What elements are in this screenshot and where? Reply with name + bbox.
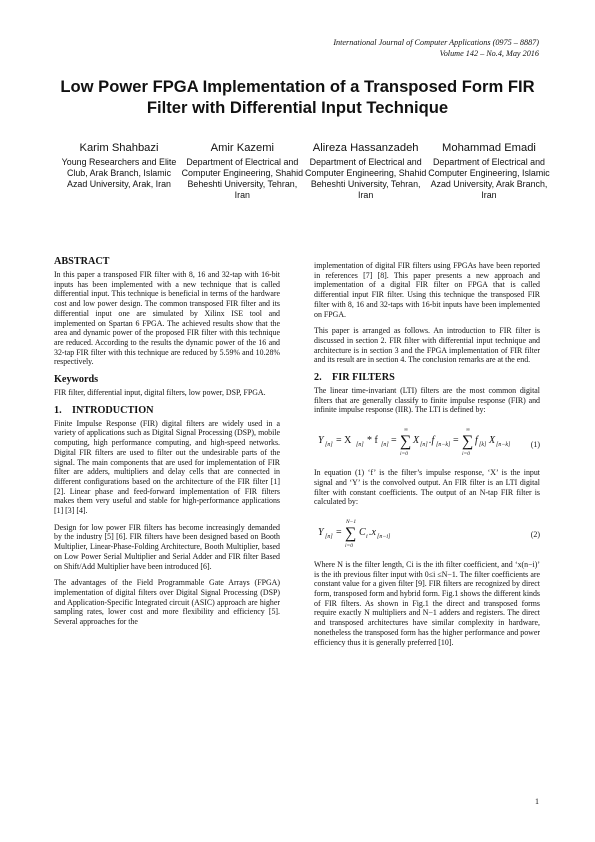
- fir-paragraph-3: Where N is the filter length, Ci is the ith filter coefficient, and ‘x(n−i)’ is the ith previous filter input with 0≤i ≤N−1. The filter coefficients are constant value for a given filter [9]. FIR filters are recognized by direct form, transposed form and hybrid form. Fig.1 shows the different kinds of FIR filters. As shown in Fig.1 the direct and transposed forms require exactly N multipliers and N−1 adders and registers. The direct and transposed architectures have similar complexity in hardware, nonetheless the transposed form has the higher performance and power efficiency thus it is generally preferred [10].: [314, 559, 540, 647]
- svg-text:X: X: [413, 435, 420, 447]
- svg-text:∑: ∑: [400, 433, 412, 451]
- journal-line-1: International Journal of Computer Applications (0975 – 8887): [333, 38, 539, 47]
- author-1: [58, 141, 180, 201]
- author-3: [305, 141, 427, 201]
- svg-text:[n]: [n]: [325, 442, 333, 449]
- svg-text:[n]: [n]: [325, 533, 333, 540]
- svg-text:X: X: [489, 435, 496, 447]
- svg-text:= X: = X: [336, 435, 352, 447]
- svg-text:i: i: [366, 533, 368, 540]
- author-4: [428, 141, 550, 201]
- svg-text:[k]: [k]: [479, 442, 487, 449]
- page-number: 1: [535, 797, 539, 806]
- author-affiliation: Department of Electrical and Computer Engineering, Shahid Beheshti University, Tehran, Iran: [181, 157, 304, 200]
- svg-text:i=0: i=0: [400, 451, 408, 458]
- svg-text:i=0: i=0: [462, 451, 470, 458]
- svg-text:=: =: [391, 435, 397, 447]
- svg-text:[n]: [n]: [356, 442, 364, 449]
- svg-text:Y: Y: [318, 435, 324, 447]
- svg-text:=: =: [336, 526, 342, 538]
- right-paragraph-2: This paper is arranged as follows. An introduction to FIR filter is discussed in section 2. FIR filter with differential input technique and architecture is in section 3 and the FPGA implementation of FIR filter and its result are in section 4. The conclusion remarks are at the end.: [314, 326, 540, 365]
- svg-text:C: C: [359, 526, 366, 538]
- author-affiliation: Department of Electrical and Computer Engineering, Shahid Beheshti University, Tehran, Iran: [304, 157, 427, 200]
- abstract-heading: ABSTRACT: [54, 256, 110, 267]
- svg-text:∞: ∞: [404, 427, 408, 434]
- paper-title: Low Power FPGA Implementation of a Transposed Form FIR Filter with Differential Input Technique: [60, 77, 535, 117]
- author-name: Alireza Hassanzadeh: [312, 142, 419, 154]
- keywords-heading: Keywords: [54, 374, 99, 386]
- intro-paragraph-1: Finite Impulse Response (FIR) digital filters are widely used in a variety of applications such as Digital Signal Processing (DSP), mobile computing, high performance computing, and high-speed networks. Digital FIR filters are used to filter out the undesirable parts of the signal. The main components that are used for implementation of FIR filter are adders, multipliers and delay cells that are connected in different configurations based on the architecture of the FIR filter [1] [2]. Linear phase and feed-forward implementation of FIR filters makes them very useful and stable for high-performance applications [1] [3] [4].: [54, 418, 280, 516]
- svg-text:Y: Y: [318, 526, 324, 538]
- author-affiliation: Young Researchers and Elite Club, Arak Branch, Islamic Azad University, Arak, Iran: [61, 157, 177, 189]
- section-heading-introduction: [54, 405, 280, 417]
- author-name: Amir Kazemi: [210, 142, 275, 154]
- svg-text:[n−k]: [n−k]: [496, 442, 511, 449]
- section-title: INTRODUCTION: [72, 404, 154, 416]
- equation-2-graphic: [314, 514, 434, 552]
- svg-text:N−1: N−1: [346, 518, 357, 525]
- svg-text:[n−k]: [n−k]: [436, 442, 451, 449]
- equation-2: [314, 514, 540, 552]
- keywords-text: FIR filter, differential input, digital filters, low power, DSP, FPGA.: [54, 388, 266, 398]
- author-name: Mohammad Emadi: [442, 142, 536, 154]
- svg-text:.f: .f: [429, 435, 435, 447]
- intro-paragraph-3: The advantages of the Field Programmable Gate Arrays (FPGA) implementation of digital filters over Digital Signal Processing (DSP) and Application-Specific Integrated circuit (ASIC) approach are higher sampling rates, lower cost and more flexibility and efficiency [5]. Several approaches for the: [54, 578, 280, 627]
- section-title: FIR FILTERS: [332, 372, 395, 384]
- author-name: Karim Shahbazi: [79, 142, 159, 154]
- section-number: 1.: [54, 404, 62, 416]
- abstract-text: In this paper a transposed FIR filter with 8, 16 and 32-tap with 16-bit inputs has been implemented with a new technique that is called differential input. This technique is beneficial in terms of the hardware cost and low power design. The common transposed FIR filter and its differential input one are simulated by Xilinx ISE tool and implemented on Spartan 6 FPGA. The achieved results show that the area and dynamic power of the proposed FIR filter with this technique are reduced. According to the results the dynamic power of the 16 and 32-tap FIR filter with this technique are reduced by 5.59% and 10.28% respectively.: [54, 270, 280, 367]
- svg-text:f: f: [475, 435, 478, 447]
- equation-2-number: (2): [530, 529, 540, 539]
- author-affiliation: Department of Electrical and Computer Engineering, Islamic Azad University, Arak Branch, Iran: [428, 157, 550, 200]
- fir-paragraph-2: In equation (1) ‘f’ is the filter’s impulse response, ‘X’ is the input signal and ‘Y’ is the convolved output. An FIR filter is an LTI digital filter with constant coefficients. The output of an N-tap FIR filter is calculated by:: [314, 468, 540, 507]
- section-number: 2.: [314, 372, 322, 384]
- svg-text:[n]: [n]: [381, 442, 389, 449]
- left-column: [54, 256, 280, 634]
- author-list: [58, 141, 550, 201]
- fir-paragraph-1: The linear time-invariant (LTI) filters are the most common digital filters that are generally classify to finite impulse response (FIR) and infinite impulse response (IIR). The LTI is defined by:: [314, 386, 540, 415]
- equation-1: [314, 422, 540, 460]
- svg-text:[n]: [n]: [420, 442, 428, 449]
- svg-text:* f: * f: [367, 435, 378, 447]
- right-paragraph-1: implementation of digital FIR filters using FPGAs have been reported in references [7] [8]. This paper presents a new approach and implementation of a digital FIR filter on FPGA that is called differential input FIR filter. Using this technique the transposed FIR filter with 8, 16 and 32-taps with 16-bit inputs have been implemented on FPGA.: [314, 261, 540, 319]
- svg-text:i=0: i=0: [345, 542, 353, 549]
- right-column: [314, 261, 540, 654]
- svg-text:.x: .x: [369, 526, 376, 538]
- section-heading-fir-filters: [314, 372, 540, 384]
- intro-paragraph-2: Design for low power FIR filters has become increasingly demanded by the industry [5] [6]. FIR filters have been designed based on Booth Multiplier, Linear-Phase-Folding Architecture, Booth Multiplier, based on Low Power Serial Multiplier and Serial Adder and FIR filter Based on Shift/Add Multiplier have been introduced [6].: [54, 522, 280, 571]
- svg-text:∑: ∑: [462, 433, 474, 451]
- svg-text:∑: ∑: [345, 524, 357, 542]
- journal-header: [333, 37, 539, 59]
- svg-text:∞: ∞: [466, 427, 470, 434]
- equation-1-number: (1): [530, 440, 540, 450]
- equation-1-graphic: [314, 422, 514, 460]
- svg-text:[n−i]: [n−i]: [377, 533, 391, 540]
- journal-line-2: Volume 142 – No.4, May 2016: [439, 49, 539, 58]
- svg-text:=: =: [453, 435, 459, 447]
- author-2: [181, 141, 303, 201]
